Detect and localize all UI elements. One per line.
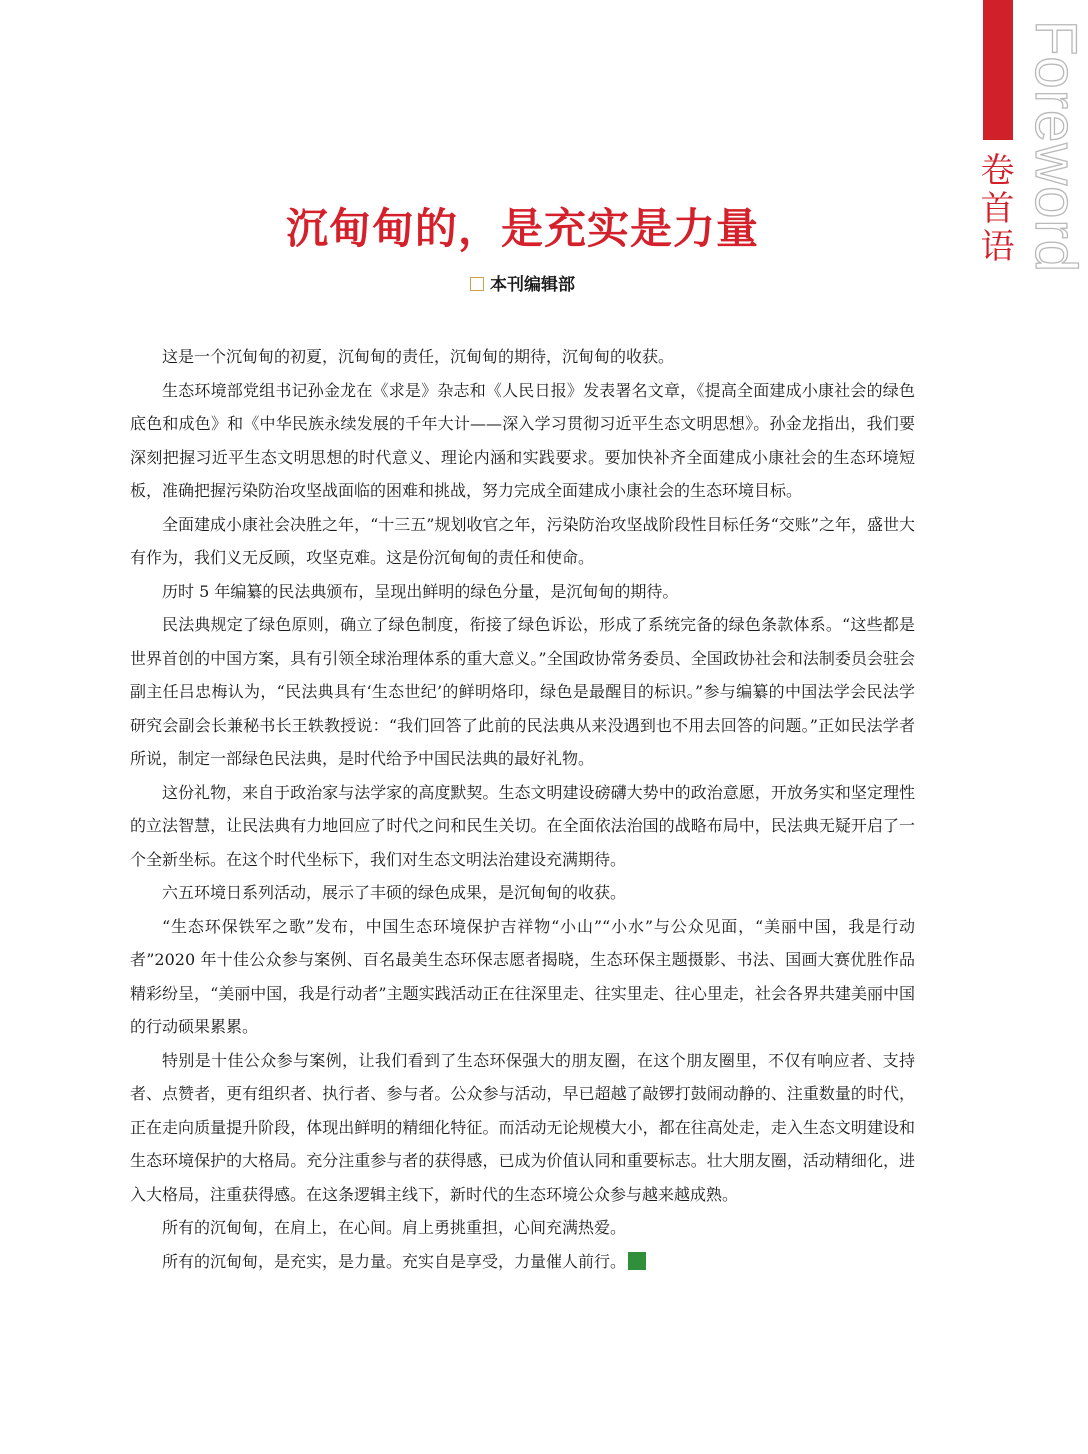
paragraph: 生态环境部党组书记孙金龙在《求是》杂志和《人民日报》发表署名文章，《提高全面建成小康社会的绿色底色和成色》和《中华民族永续发展的千年大计——深入学习贯彻习近平生态文明思想》。孙金龙指出，我们要深刻把握习近平生态文明思想的时代意义、理论内涵和实践要求。要加快补齐全面建成小康社会的生态环境短板，准确把握污染防治攻坚战面临的困难和挑战，努力完成全面建成小康社会的生态环境目标。	[130, 380, 915, 500]
paragraph: 这是一个沉甸甸的初夏，沉甸甸的责任，沉甸甸的期待，沉甸甸的收获。	[162, 347, 675, 366]
paragraph-text: 所有的沉甸甸，是充实，是力量。充实自是享受，力量催人前行。	[162, 1251, 627, 1271]
paragraph: 全面建成小康社会决胜之年，“十三五”规划收官之年，污染防治攻坚战阶段性目标任务“交账”之年，盛世大有作为，我们义无反顾，攻坚克难。这是份沉甸甸的责任和使命。	[130, 514, 915, 567]
paragraph: 所有的沉甸甸，在肩上，在心间。肩上勇挑重担，心间充满热爱。	[162, 1218, 627, 1237]
paragraph: 六五环境日系列活动，展示了丰硕的绿色成果，是沉甸甸的收获。	[162, 883, 627, 902]
last-paragraph	[130, 1245, 915, 1279]
end-mark-icon	[628, 1252, 646, 1270]
paragraph: 历时 5 年编纂的民法典颁布，呈现出鲜明的绿色分量，是沉甸甸的期待。	[162, 581, 679, 601]
square-bullet-icon	[470, 277, 484, 291]
byline-author: 本刊编辑部	[490, 275, 575, 295]
section-label-chinese: 卷首语	[974, 152, 1014, 266]
section-label-english: Foreword	[1023, 20, 1088, 273]
byline	[0, 270, 1045, 295]
red-accent-bar	[983, 0, 1013, 140]
article-title: 沉甸甸的，是充实是力量	[285, 204, 759, 254]
article-body	[130, 340, 915, 1278]
paragraph: “生态环保铁军之歌”发布，中国生态环境保护吉祥物“小山”“小水”与公众见面，“美丽中国，我是行动者”2020 年十佳公众参与案例、百名最美生态环保志愿者揭晓，生态环保主题摄影、书法、国画大赛优胜作品精彩纷呈，“美丽中国，我是行动者”主题实践活动正在往深里走、往实里走、往心里走，社会各界共建美丽中国的行动硕果累累。	[130, 916, 915, 1036]
paragraph: 民法典规定了绿色原则，确立了绿色制度，衔接了绿色诉讼，形成了系统完备的绿色条款体系。“这些都是世界首创的中国方案，具有引领全球治理体系的重大意义。”全国政协常务委员、全国政协社会和法制委员会驻会副主任吕忠梅认为，“民法典具有‘生态世纪’的鲜明烙印，绿色是最醒目的标识。”参与编纂的中国法学会民法学研究会副会长兼秘书长王轶教授说：“我们回答了此前的民法典从来没遇到也不用去回答的问题。”正如民法学者所说，制定一部绿色民法典，是时代给予中国民法典的最好礼物。	[130, 615, 915, 768]
paragraph: 特别是十佳公众参与案例，让我们看到了生态环保强大的朋友圈，在这个朋友圈里，不仅有响应者、支持者、点赞者，更有组织者、执行者、参与者。公众参与活动，早已超越了敲锣打鼓闹动静的、注重数量的时代，正在走向质量提升阶段，体现出鲜明的精细化特征。而活动无论规模大小，都在往高处走，走入生态文明建设和生态环境保护的大格局。充分注重参与者的获得感，已成为价值认同和重要标志。壮大朋友圈，活动精细化，进入大格局，注重获得感。在这条逻辑主线下，新时代的生态环境公众参与越来越成熟。	[130, 1050, 915, 1204]
paragraph: 这份礼物，来自于政治家与法学家的高度默契。生态文明建设磅礴大势中的政治意愿，开放务实和坚定理性的立法智慧，让民法典有力地回应了时代之问和民生关切。在全面依法治国的战略布局中，民法典无疑开启了一个全新坐标。在这个时代坐标下，我们对生态文明法治建设充满期待。	[130, 782, 915, 869]
